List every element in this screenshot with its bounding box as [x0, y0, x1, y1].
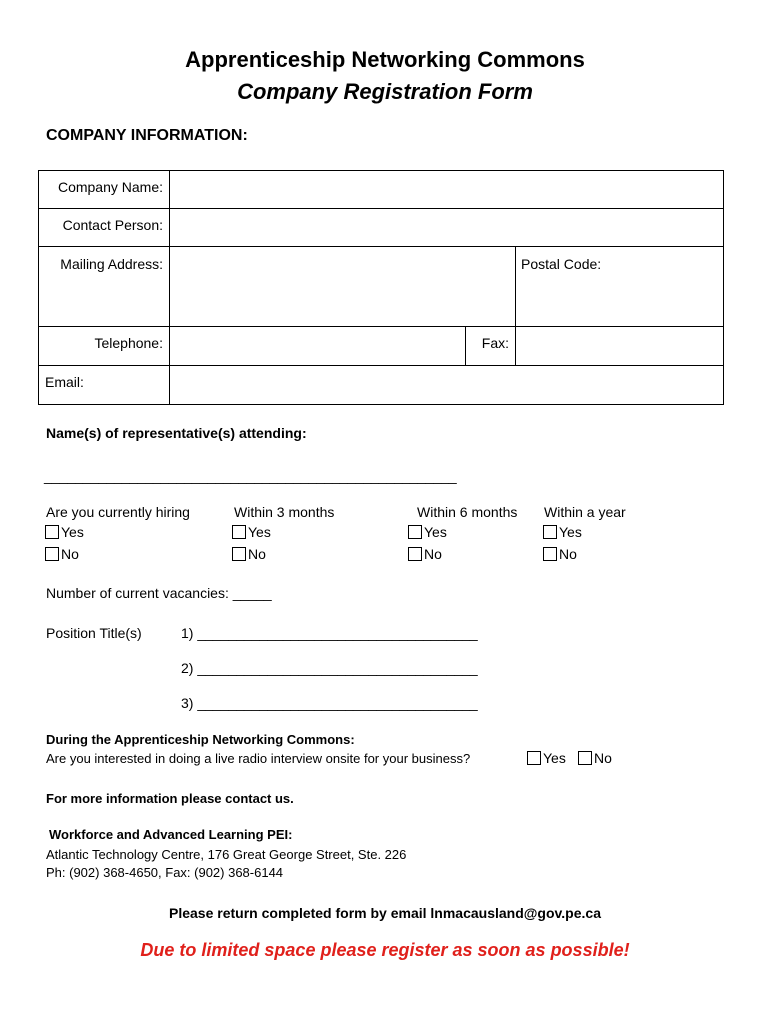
postal-code-field[interactable]	[516, 275, 723, 326]
radio-no-option[interactable]: No	[578, 750, 612, 766]
6-months-no-option[interactable]: No	[408, 546, 442, 562]
year-no-option[interactable]: No	[543, 546, 577, 562]
checkbox-icon[interactable]	[527, 751, 541, 765]
representatives-label: Name(s) of representative(s) attending:	[46, 425, 307, 441]
fax-field[interactable]	[516, 327, 723, 365]
hiring-no-option[interactable]: No	[45, 546, 79, 562]
6-months-yes-option[interactable]: Yes	[408, 524, 447, 540]
checkbox-icon[interactable]	[543, 547, 557, 561]
representatives-blank[interactable]: _____________________________________________________	[44, 468, 457, 484]
position-titles-label: Position Title(s)	[46, 625, 142, 641]
org-name: Workforce and Advanced Learning PEI:	[49, 827, 293, 842]
3-months-yes-option[interactable]: Yes	[232, 524, 271, 540]
email-field[interactable]	[170, 366, 723, 404]
checkbox-icon[interactable]	[232, 547, 246, 561]
return-instructions: Please return completed form by email lnmacausland@gov.pe.ca	[169, 905, 601, 921]
contact-person-field[interactable]	[170, 209, 723, 246]
position-line-3[interactable]: 3) ____________________________________	[181, 695, 478, 711]
email-label: Email:	[45, 374, 84, 390]
year-yes-option[interactable]: Yes	[543, 524, 582, 540]
checkbox-icon[interactable]	[408, 547, 422, 561]
form-subtitle: Company Registration Form	[237, 79, 533, 104]
checkbox-icon[interactable]	[543, 525, 557, 539]
hiring-col-6-months: Within 6 months	[417, 504, 518, 520]
radio-heading: During the Apprenticeship Networking Commons:	[46, 732, 355, 747]
vacancies-field[interactable]: Number of current vacancies: _____	[46, 585, 272, 601]
checkbox-icon[interactable]	[578, 751, 592, 765]
3-months-no-option[interactable]: No	[232, 546, 266, 562]
section-heading-company-info: COMPANY INFORMATION:	[46, 127, 248, 144]
fax-label: Fax:	[481, 335, 509, 351]
company-name-label: Company Name:	[57, 179, 163, 195]
postal-code-label: Postal Code:	[521, 256, 602, 272]
contact-person-label: Contact Person:	[62, 217, 163, 233]
company-info-table	[38, 170, 724, 405]
hiring-yes-option[interactable]: Yes	[45, 524, 84, 540]
org-phone: Ph: (902) 368-4650, Fax: (902) 368-6144	[46, 865, 284, 880]
urgent-notice: Due to limited space please register as soon as possible!	[140, 940, 630, 960]
hiring-col-year: Within a year	[544, 504, 626, 520]
radio-question: Are you interested in doing a live radio interview onsite for your business?	[46, 751, 471, 766]
checkbox-icon[interactable]	[232, 525, 246, 539]
mailing-address-field[interactable]	[170, 247, 515, 326]
radio-yes-option[interactable]: Yes	[527, 750, 566, 766]
company-name-field[interactable]	[170, 171, 723, 208]
org-address: Atlantic Technology Centre, 176 Great George Street, Ste. 226	[46, 847, 407, 862]
checkbox-icon[interactable]	[45, 547, 59, 561]
position-line-1[interactable]: 1) ____________________________________	[181, 625, 478, 641]
checkbox-icon[interactable]	[408, 525, 422, 539]
hiring-col-3-months: Within 3 months	[234, 504, 335, 520]
telephone-field[interactable]	[170, 327, 465, 365]
telephone-label: Telephone:	[94, 335, 163, 351]
mailing-address-label: Mailing Address:	[60, 256, 163, 272]
form-title: Apprenticeship Networking Commons	[185, 47, 585, 72]
position-line-2[interactable]: 2) ____________________________________	[181, 660, 478, 676]
hiring-question: Are you currently hiring	[46, 504, 190, 520]
more-info-text: For more information please contact us.	[46, 791, 294, 806]
checkbox-icon[interactable]	[45, 525, 59, 539]
